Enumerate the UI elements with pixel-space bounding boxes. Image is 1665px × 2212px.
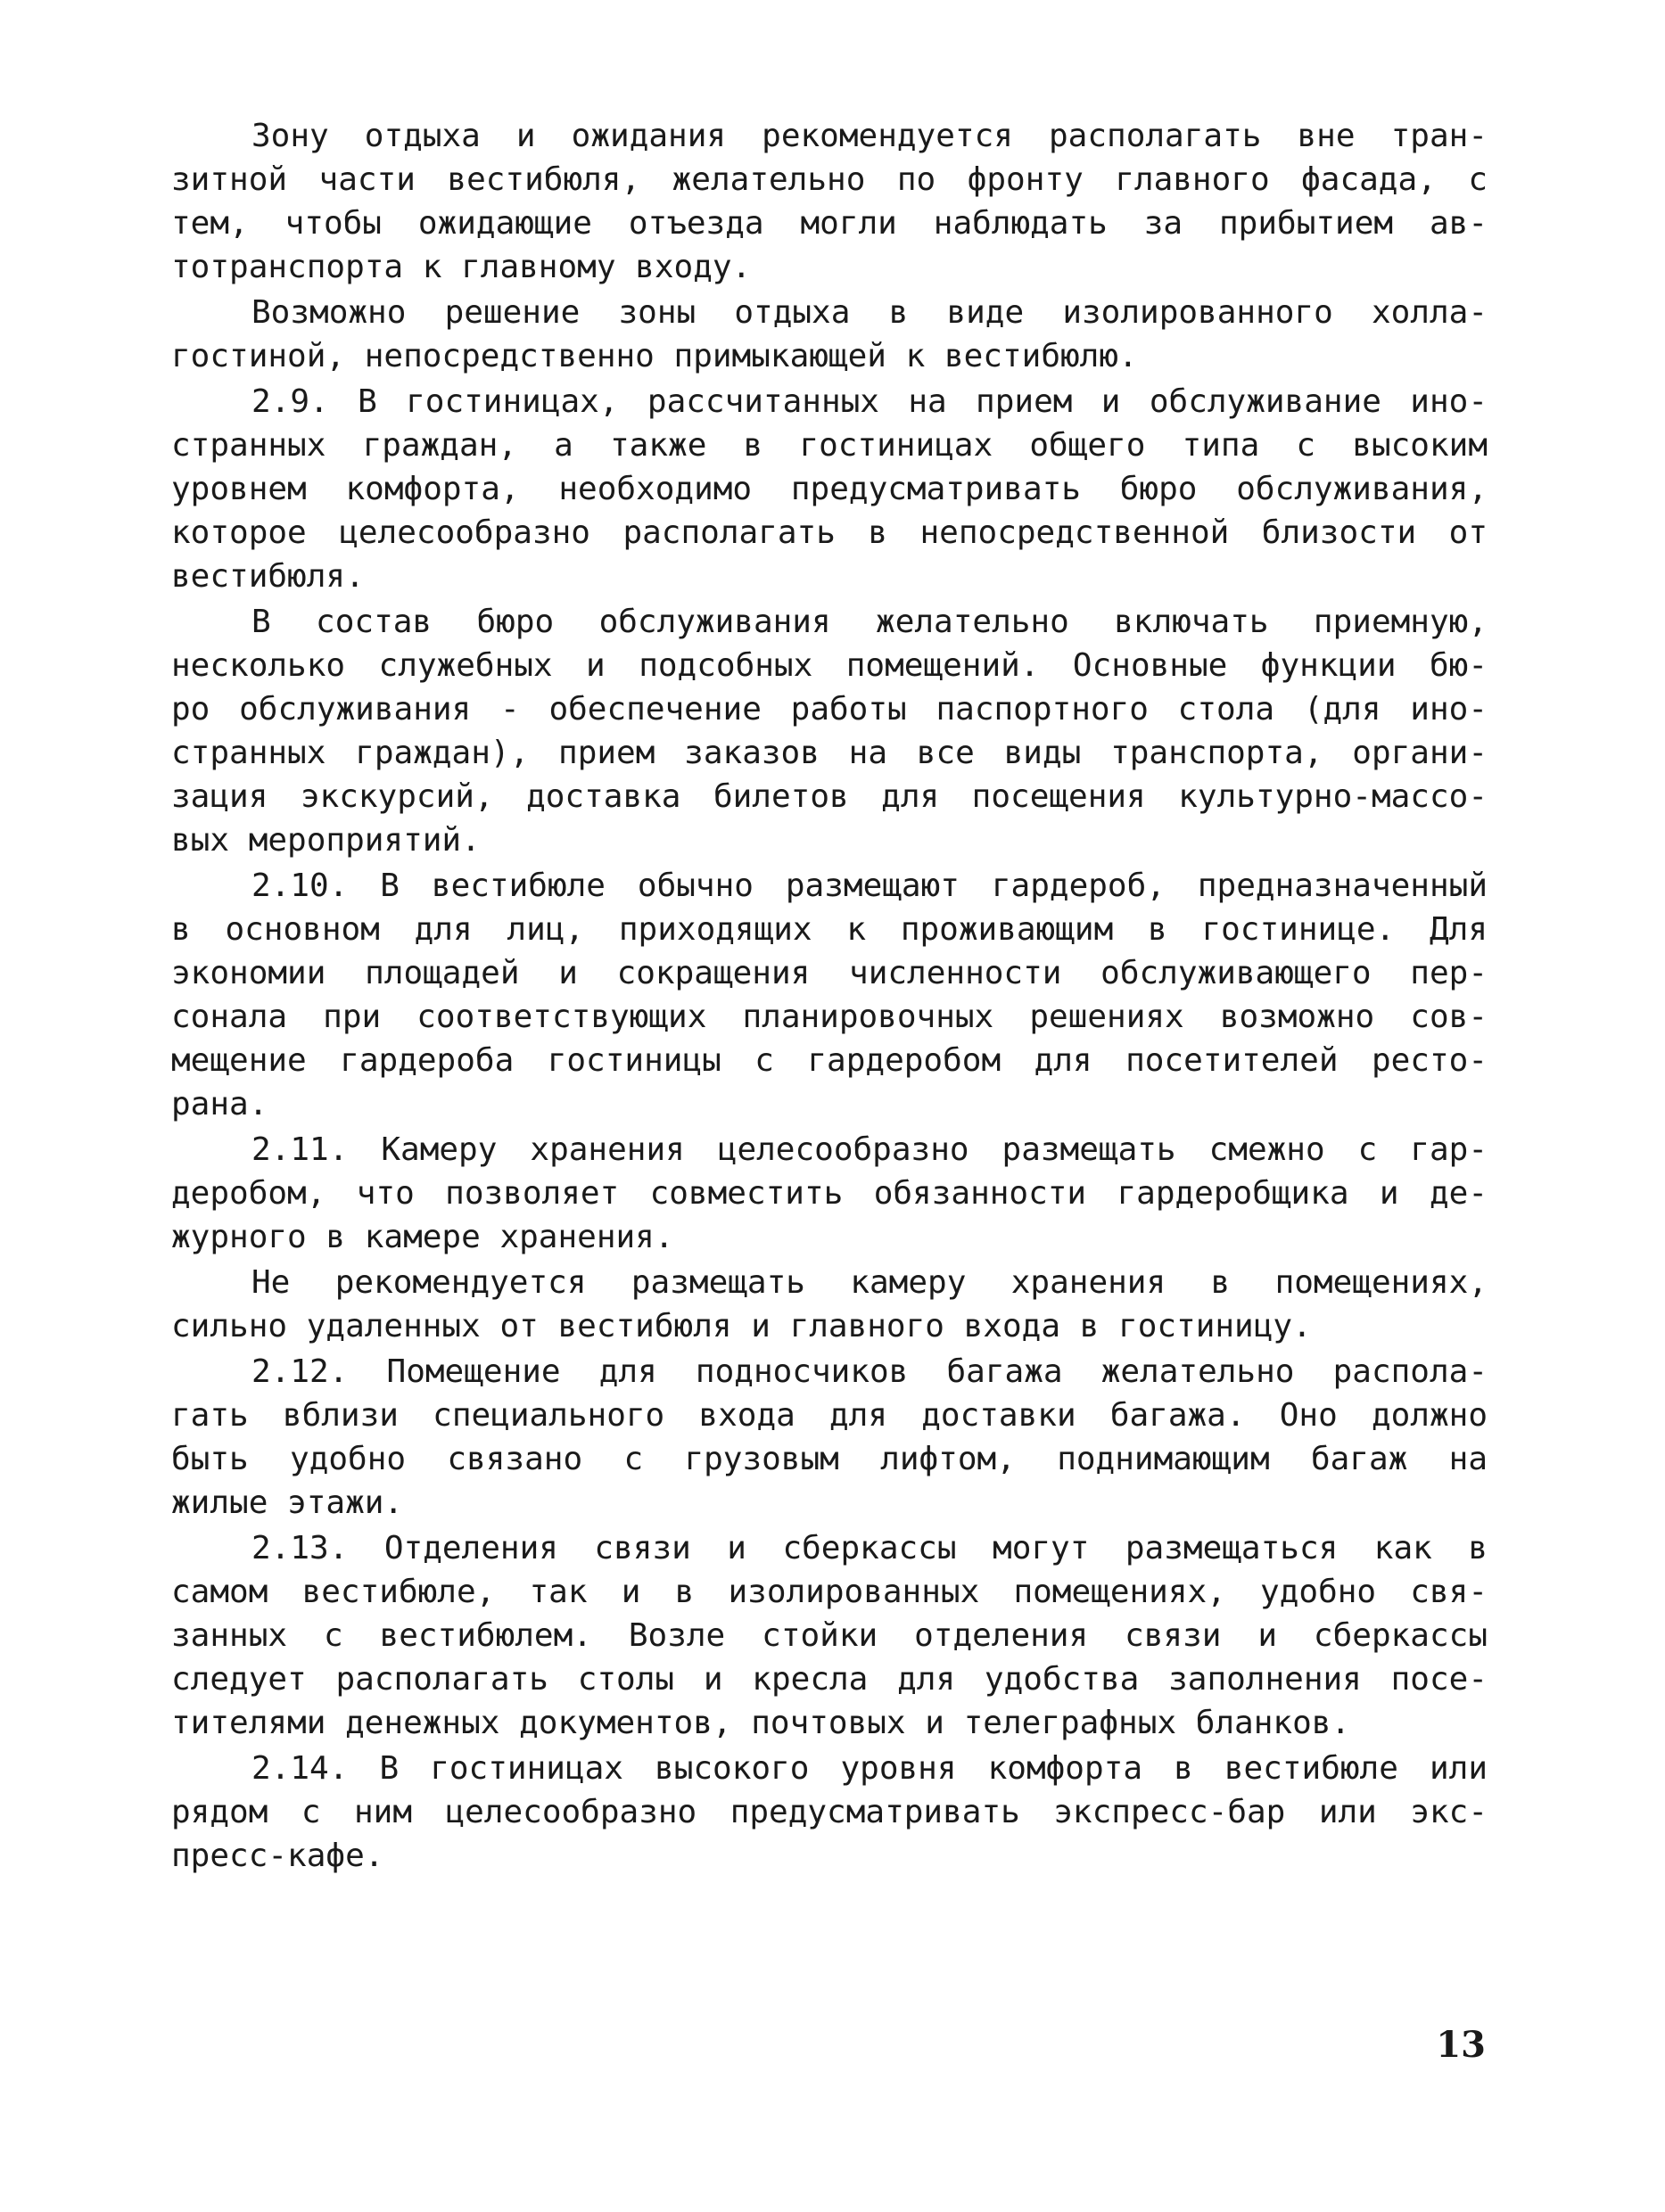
text-line: быть удобно связано с грузовым лифтом, поднимающим багаж на [171, 1441, 1488, 1477]
text-line: 2.9. В гостиницах, рассчитанных на прием и обслуживание ино- [251, 383, 1488, 420]
text-line: В состав бюро обслуживания желательно включать приемную, [251, 604, 1488, 640]
text-line: 2.12. Помещение для подносчиков багажа желательно распола- [251, 1353, 1488, 1390]
text-line: гать вблизи специального входа для доставки багажа. Оно должно [171, 1397, 1488, 1434]
text-line: деробом, что позволяет совместить обязанности гардеробщика и де- [171, 1175, 1488, 1212]
page-number: 13 [1436, 2024, 1486, 2066]
text-line: рана. [171, 1086, 268, 1122]
text-line: несколько служебных и подсобных помещений. Основные функции бю- [171, 647, 1488, 684]
text-line: странных граждан, а также в гостиницах общего типа с высоким [171, 427, 1488, 464]
text-line: странных граждан), прием заказов на все виды транспорта, органи- [171, 735, 1488, 771]
text-line: 2.13. Отделения связи и сберкассы могут размещаться как в [251, 1530, 1488, 1566]
text-line: зитной части вестибюля, желательно по фронту главного фасада, с [171, 161, 1488, 198]
text-line: тителями денежных документов, почтовых и телеграфных бланков. [171, 1705, 1351, 1741]
text-line: уровнем комфорта, необходимо предусматривать бюро обслуживания, [171, 471, 1488, 507]
text-line: 2.11. Камеру хранения целесообразно размещать смежно с гар- [251, 1131, 1488, 1168]
text-line: жилые этажи. [171, 1484, 404, 1521]
text-line: 2.14. В гостиницах высокого уровня комфорта в вестибюле или [251, 1750, 1488, 1787]
text-line: Не рекомендуется размещать камеру хранения в помещениях, [251, 1264, 1488, 1301]
text-line: которое целесообразно располагать в непосредственной близости от [171, 514, 1488, 551]
text-line: самом вестибюле, так и в изолированных помещениях, удобно свя- [171, 1574, 1488, 1610]
text-line: тотранспорта к главному входу. [171, 249, 752, 285]
text-line: гостиной, непосредственно примыкающей к вестибюлю. [171, 338, 1138, 374]
text-line: экономии площадей и сокращения численности обслуживающего пер- [171, 955, 1488, 991]
text-line: пресс-кафе. [171, 1838, 384, 1874]
text-line: ро обслуживания - обеспечение работы паспортного стола (для ино- [171, 691, 1488, 728]
text-line: Зону отдыха и ожидания рекомендуется располагать вне тран- [251, 118, 1488, 154]
text-line: следует располагать столы и кресла для удобства заполнения посе- [171, 1661, 1488, 1698]
text-line: мещение гардероба гостиницы с гардеробом для посетителей ресто- [171, 1042, 1488, 1079]
text-line: рядом с ним целесообразно предусматривать экспресс-бар или экс- [171, 1794, 1488, 1830]
text-line: зация экскурсий, доставка билетов для посещения культурно-массо- [171, 778, 1488, 815]
text-line: вых мероприятий. [171, 822, 481, 859]
text-line: сильно удаленных от вестибюля и главного входа в гостиницу. [171, 1308, 1312, 1344]
text-line: в основном для лиц, приходящих к проживающим в гостинице. Для [171, 911, 1488, 948]
text-line: журного в камере хранения. [171, 1219, 674, 1255]
text-line: тем, чтобы ожидающие отъезда могли наблюдать за прибытием ав- [171, 205, 1488, 242]
text-line: 2.10. В вестибюле обычно размещают гардероб, предназначенный [251, 868, 1488, 904]
text-line: сонала при соответствующих планировочных решениях возможно сов- [171, 999, 1488, 1035]
text-line: занных с вестибюлем. Возле стойки отделения связи и сберкассы [171, 1617, 1488, 1654]
text-line: Возможно решение зоны отдыха в виде изолированного холла- [251, 294, 1488, 331]
text-line: вестибюля. [171, 558, 365, 595]
body-text [171, 114, 1488, 1878]
